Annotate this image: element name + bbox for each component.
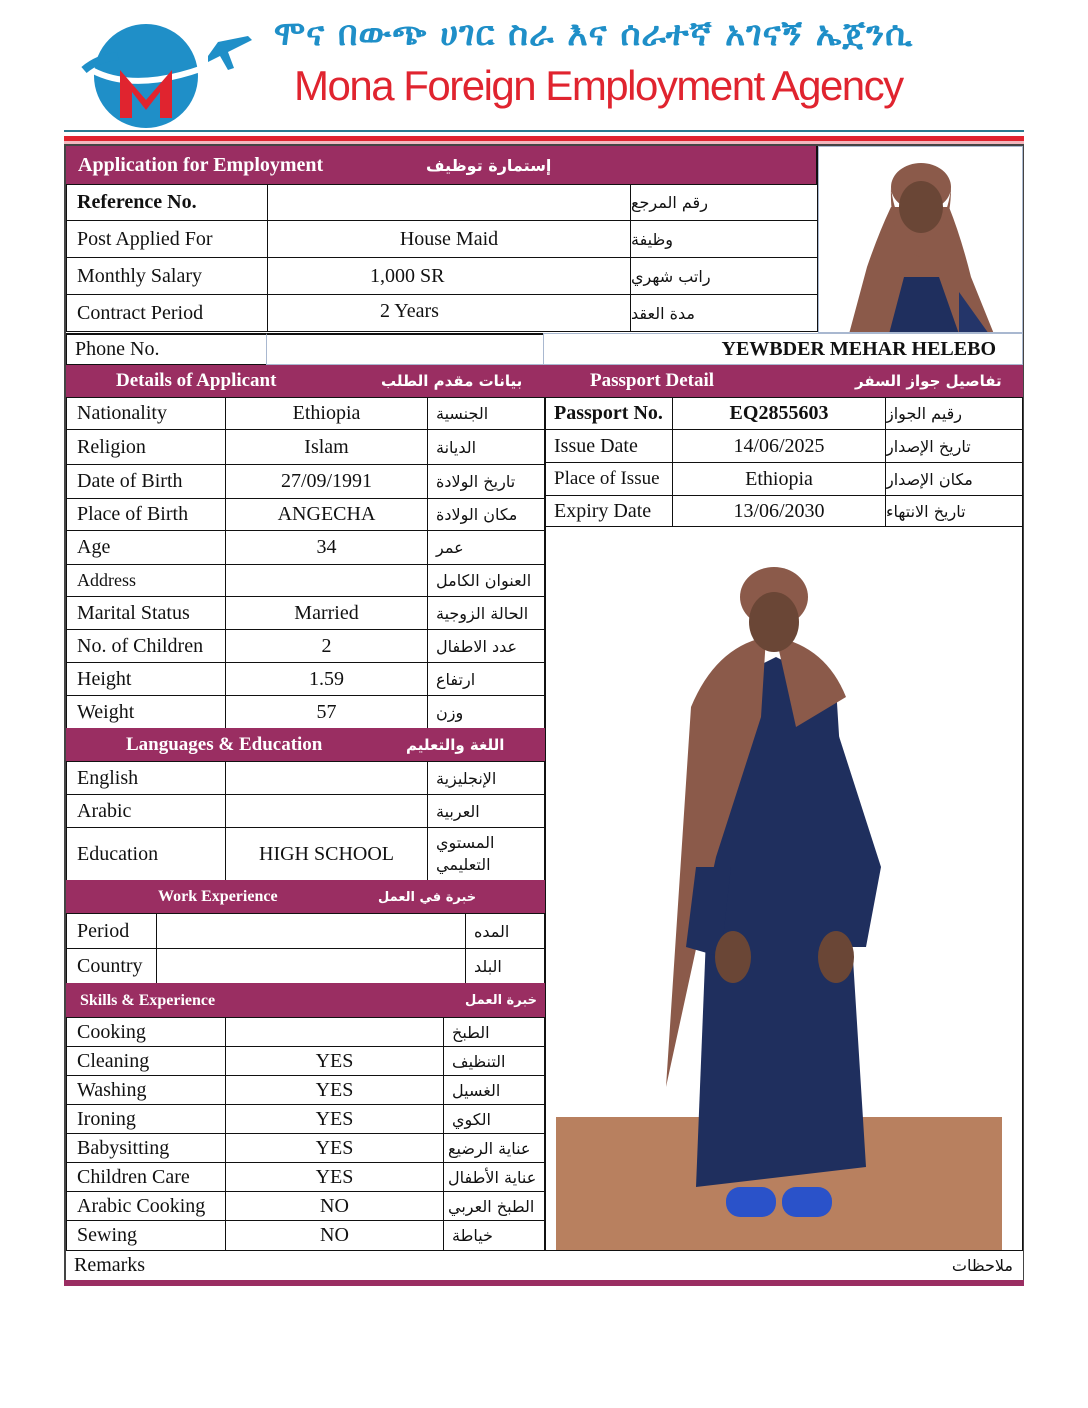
label-arabic-cooking: Arabic Cooking bbox=[66, 1191, 226, 1221]
label-cleaning: Cleaning bbox=[66, 1046, 226, 1076]
ar-children: عدد الاطفال bbox=[427, 629, 545, 663]
ar-passport-no: رقيم الجواز bbox=[885, 397, 1023, 430]
value-salary: 1,000 SR bbox=[267, 257, 631, 295]
value-children: 2 bbox=[225, 629, 428, 663]
section-header-work bbox=[66, 880, 545, 914]
value-issue-date: 14/06/2025 bbox=[672, 429, 886, 463]
section-title-en: Skills & Experience bbox=[80, 991, 216, 1009]
ar-period: المده bbox=[465, 913, 545, 949]
ar-sewing: خياطة bbox=[443, 1220, 545, 1251]
agency-header bbox=[64, 0, 1024, 135]
value-pob: ANGECHA bbox=[225, 498, 428, 531]
label-passport-no: Passport No. bbox=[545, 397, 673, 430]
value-country bbox=[156, 948, 466, 984]
ar-cleaning: التنظيف bbox=[443, 1046, 545, 1076]
ar-country: البلد bbox=[465, 948, 545, 984]
value-arabic-cooking: NO bbox=[225, 1191, 444, 1221]
label-sewing: Sewing bbox=[66, 1220, 226, 1251]
value-address bbox=[225, 564, 428, 597]
label-babysitting: Babysitting bbox=[66, 1133, 226, 1163]
label-issue-date: Issue Date bbox=[545, 429, 673, 463]
ar-reference: رقم المرجع bbox=[630, 184, 818, 221]
value-education: HIGH SCHOOL bbox=[225, 827, 428, 881]
ar-arabic-cooking: الطبخ العربي bbox=[443, 1191, 545, 1221]
label-english: English bbox=[66, 761, 226, 795]
section-title-ar: بيانات مقدم الطلب bbox=[381, 372, 523, 390]
ar-nationality: الجنسية bbox=[427, 397, 545, 430]
label-contract: Contract Period bbox=[66, 294, 268, 332]
remarks-label: Remarks bbox=[74, 1254, 146, 1276]
label-expiry-date: Expiry Date bbox=[545, 495, 673, 527]
portrait-illustration-icon bbox=[819, 147, 1023, 333]
value-dob: 27/09/1991 bbox=[225, 464, 428, 499]
value-expiry-date: 13/06/2030 bbox=[672, 495, 886, 527]
full-body-illustration-icon bbox=[546, 527, 1023, 1252]
label-period: Period bbox=[66, 913, 157, 949]
amharic-title: ሞና በውጭ ሀገር ስራ እና ሰራተኛ አገናኝ ኤጀንሲ bbox=[274, 14, 914, 54]
value-arabic bbox=[225, 794, 428, 828]
section-header-languages bbox=[66, 728, 545, 762]
ar-english: الإنجليزية bbox=[427, 761, 545, 795]
label-reference: Reference No. bbox=[66, 184, 268, 221]
label-religion: Religion bbox=[66, 429, 226, 465]
ar-cooking: الطبخ bbox=[443, 1017, 545, 1047]
ar-weight: وزن bbox=[427, 695, 545, 729]
value-english bbox=[225, 761, 428, 795]
value-passport-no: EQ2855603 bbox=[672, 397, 886, 430]
ar-address: العنوان الكامل bbox=[427, 564, 545, 597]
ar-children-care: عناية الأطفال bbox=[443, 1162, 545, 1192]
section-title-ar: خبرة في العمل bbox=[378, 889, 477, 905]
ar-washing: الغسيل bbox=[443, 1075, 545, 1105]
agency-logo-icon bbox=[78, 18, 258, 128]
ar-height: ارتفاع bbox=[427, 662, 545, 696]
ar-arabic: العربية bbox=[427, 794, 545, 828]
ar-expiry-date: تاريخ الانتهاء bbox=[885, 495, 1023, 527]
value-sewing: NO bbox=[225, 1220, 444, 1251]
value-nationality: Ethiopia bbox=[225, 397, 428, 430]
label-address: Address bbox=[66, 564, 226, 597]
label-cooking: Cooking bbox=[66, 1017, 226, 1047]
section-title-ar: خبرة العمل bbox=[465, 993, 537, 1008]
applicant-portrait-photo bbox=[818, 146, 1023, 333]
agency-name: Mona Foreign Employment Agency bbox=[294, 62, 903, 109]
ar-pob: مكان الولادة bbox=[427, 498, 545, 531]
section-title-en: Application for Employment bbox=[78, 153, 324, 176]
value-contract: 2 Years bbox=[267, 294, 631, 332]
label-place-of-issue: Place of Issue bbox=[545, 462, 673, 496]
section-title-en: Languages & Education bbox=[126, 734, 323, 755]
value-place-of-issue: Ethiopia bbox=[672, 462, 886, 496]
section-header-applicant bbox=[66, 365, 545, 397]
ar-education: المستوي التعليمي bbox=[427, 827, 545, 881]
label-education: Education bbox=[66, 827, 226, 881]
section-header-application bbox=[66, 146, 818, 184]
label-weight: Weight bbox=[66, 695, 226, 729]
divider-blue bbox=[64, 130, 1024, 132]
label-phone: Phone No. bbox=[66, 333, 267, 365]
ar-dob: تاريخ الولادة bbox=[427, 464, 545, 499]
label-pob: Place of Birth bbox=[66, 498, 226, 531]
label-washing: Washing bbox=[66, 1075, 226, 1105]
section-title-en: Passport Detail bbox=[590, 370, 715, 391]
value-marital: Married bbox=[225, 596, 428, 630]
value-height: 1.59 bbox=[225, 662, 428, 696]
value-washing: YES bbox=[225, 1075, 444, 1105]
label-dob: Date of Birth bbox=[66, 464, 226, 499]
section-title-ar: اللغة والتعليم bbox=[406, 736, 505, 754]
ar-contract: مدة العقد bbox=[630, 294, 818, 332]
footer-band bbox=[64, 1280, 1024, 1286]
value-religion: Islam bbox=[225, 429, 428, 465]
remarks-ar: ملاحظات bbox=[951, 1256, 1013, 1275]
ar-post: وظيفة bbox=[630, 220, 818, 258]
label-children: No. of Children bbox=[66, 629, 226, 663]
ar-issue-date: تاريخ الإصدار bbox=[885, 429, 1023, 463]
value-age: 34 bbox=[225, 530, 428, 565]
ar-marital: الحالة الزوجية bbox=[427, 596, 545, 630]
label-arabic: Arabic bbox=[66, 794, 226, 828]
value-reference bbox=[267, 184, 631, 221]
value-children-care: YES bbox=[225, 1162, 444, 1192]
ar-salary: راتب شهري bbox=[630, 257, 818, 295]
value-weight: 57 bbox=[225, 695, 428, 729]
section-title-ar: تفاصيل جواز السفر bbox=[855, 372, 1002, 390]
value-post: House Maid bbox=[267, 220, 631, 258]
remarks-row bbox=[66, 1250, 1023, 1280]
section-title-en: Work Experience bbox=[158, 888, 278, 905]
ar-age: عمر bbox=[427, 530, 545, 565]
label-nationality: Nationality bbox=[66, 397, 226, 430]
label-country: Country bbox=[66, 948, 157, 984]
applicant-name: YEWBDER MEHAR HELEBO bbox=[543, 333, 1023, 365]
ar-babysitting: عناية الرضيع bbox=[443, 1133, 545, 1163]
section-header-passport bbox=[545, 365, 1023, 397]
section-title-ar: إستمارة توظيف bbox=[426, 155, 552, 175]
label-salary: Monthly Salary bbox=[66, 257, 268, 295]
label-age: Age bbox=[66, 530, 226, 565]
ar-ironing: الكوي bbox=[443, 1104, 545, 1134]
value-cleaning: YES bbox=[225, 1046, 444, 1076]
label-marital: Marital Status bbox=[66, 596, 226, 630]
value-ironing: YES bbox=[225, 1104, 444, 1134]
value-phone bbox=[266, 333, 544, 365]
ar-place-of-issue: مكان الإصدار bbox=[885, 462, 1023, 496]
label-ironing: Ironing bbox=[66, 1104, 226, 1134]
applicant-full-body-photo bbox=[545, 526, 1023, 1252]
label-post: Post Applied For bbox=[66, 220, 268, 258]
value-period bbox=[156, 913, 466, 949]
label-height: Height bbox=[66, 662, 226, 696]
section-title-en: Details of Applicant bbox=[116, 370, 277, 391]
value-babysitting: YES bbox=[225, 1133, 444, 1163]
value-cooking bbox=[225, 1017, 444, 1047]
label-children-care: Children Care bbox=[66, 1162, 226, 1192]
section-header-skills bbox=[66, 983, 545, 1018]
ar-religion: الديانة bbox=[427, 429, 545, 465]
